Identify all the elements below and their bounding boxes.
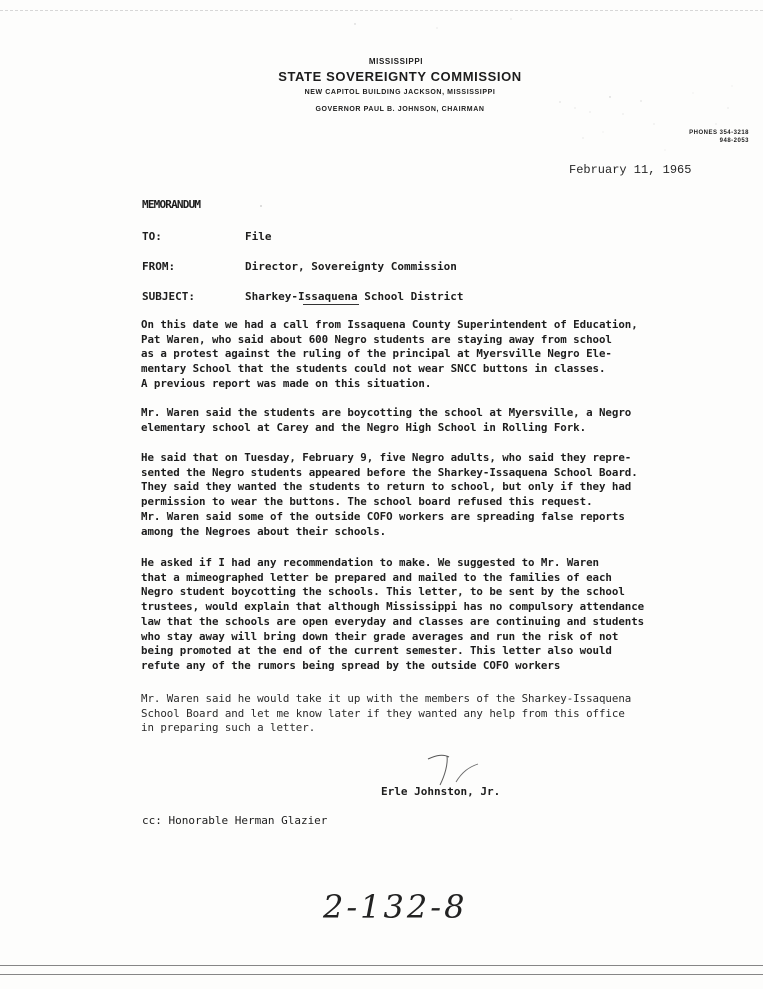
- letterhead-agency: STATE SOVEREIGNTY COMMISSION: [278, 69, 522, 84]
- letterhead: [240, 57, 560, 115]
- phone-numbers: [649, 129, 749, 145]
- to-label: TO:: [142, 230, 162, 243]
- phone-number-secondary: 948-2053: [719, 138, 749, 144]
- memo-date: February 11, 1965: [569, 163, 692, 177]
- subject-underline: [303, 304, 359, 305]
- letterhead-governor: GOVERNOR PAUL B. JOHNSON, CHAIRMAN: [315, 106, 485, 113]
- bottom-scan-rule: [0, 965, 763, 975]
- handwritten-file-number: 2-132-8: [323, 888, 468, 926]
- phone-number-primary: PHONES 354-3218: [689, 130, 749, 136]
- signature-name: Erle Johnston, Jr.: [381, 785, 501, 798]
- body-paragraph: He said that on Tuesday, February 9, five Negro adults, who said they repre- sented the Negro students appeared before the Sharkey-Issaquena School Board. They said they wanted the students to return to school, but only if they had permission to wear the buttons. The school board refused this request. Mr. Waren said some of the outside COFO workers are spreading false reports among the Negroes about their schools.: [141, 451, 638, 538]
- memo-heading: MEMORANDUM: [142, 198, 201, 211]
- body-paragraph: Mr. Waren said he would take it up with the members of the Sharkey-Issaquena School Board and let me know later if they wanted any help from this office in preparing such a letter.: [141, 692, 632, 735]
- to-value: File: [245, 230, 272, 243]
- from-label: FROM:: [142, 260, 176, 273]
- subject-label: SUBJECT:: [142, 290, 195, 303]
- cc-line: cc: Honorable Herman Glazier: [142, 814, 328, 827]
- letterhead-address: NEW CAPITOL BUILDING JACKSON, MISSISSIPPI: [304, 89, 496, 96]
- from-value: Director, Sovereignty Commission: [245, 260, 457, 273]
- body-paragraph: On this date we had a call from Issaquena County Superintendent of Education, Pat Waren, who said about 600 Negro students are staying away from school as a protest against the ruling of the principal at Myersville Negro Ele- mentary School that the students could not wear SNCC buttons in classes. A previous report was made on this situation.: [141, 318, 638, 390]
- body-paragraph: He asked if I had any recommendation to make. We suggested to Mr. Waren that a mimeographed letter be prepared and mailed to the families of each Negro student boycotting the schools. This letter, to be sent by the school trustees, would explain that although Mississippi has no compulsory attendance law that the schools are open everyday and classes are continuing and students who stay away will bring down their grade averages and run the risk of not being promoted at the end of the current semester. This letter also would refute any of the rumors being spread by the outside COFO workers: [141, 556, 645, 672]
- body-paragraph: Mr. Waren said the students are boycotting the school at Myersville, a Negro elementary school at Carey and the Negro High School in Rolling Fork.: [141, 406, 632, 434]
- subject-value: Sharkey-Issaquena School District: [245, 290, 464, 303]
- letterhead-state: MISSISSIPPI: [368, 57, 424, 66]
